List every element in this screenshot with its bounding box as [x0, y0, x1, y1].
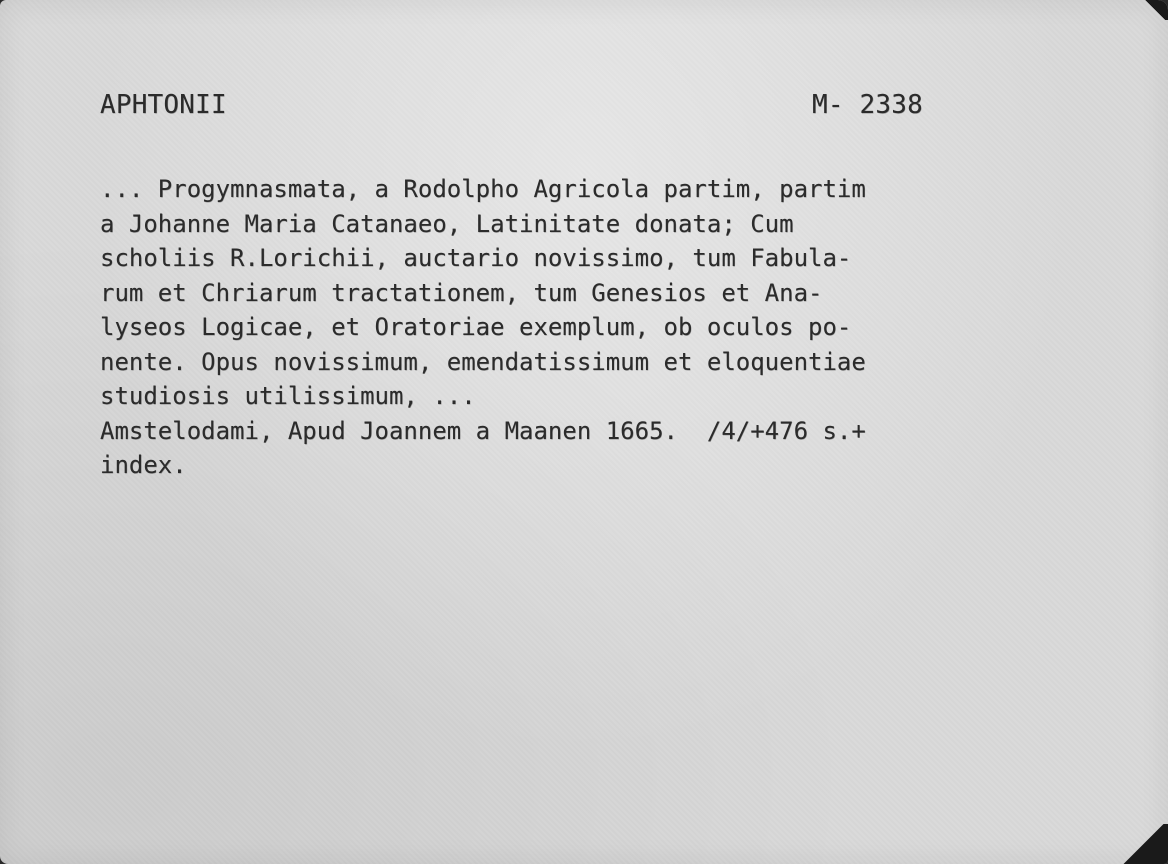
- card-body-line: studiosis utilissimum, ...: [100, 382, 476, 410]
- card-body-line: scholiis R.Lorichii, auctario novissimo, tum Fabula-: [100, 244, 852, 272]
- card-body-line: lyseos Logicae, et Oratoriae exemplum, ob oculos po-: [100, 313, 852, 341]
- card-body-line: nente. Opus novissimum, emendatissimum et eloquentiae: [100, 347, 866, 376]
- card-heading: APHTONII: [100, 90, 227, 120]
- card-corner-shadow: [1108, 824, 1168, 864]
- card-body: [100, 172, 1160, 483]
- card-body-line: a Johanne Maria Catanaeo, Latinitate donata; Cum: [100, 209, 794, 238]
- card-body-line: index.: [100, 451, 187, 479]
- card-corner-shadow: [1138, 0, 1168, 20]
- card-body-line: rum et Chriarum tractationem, tum Genesios et Ana-: [100, 278, 823, 307]
- call-number: M- 2338: [812, 90, 923, 120]
- card-body-line: ... Progymnasmata, a Rodolpho Agricola partim, partim: [100, 175, 866, 203]
- card-body-line: Amstelodami, Apud Joannem a Maanen 1665. /4/+476 s.+: [100, 416, 866, 445]
